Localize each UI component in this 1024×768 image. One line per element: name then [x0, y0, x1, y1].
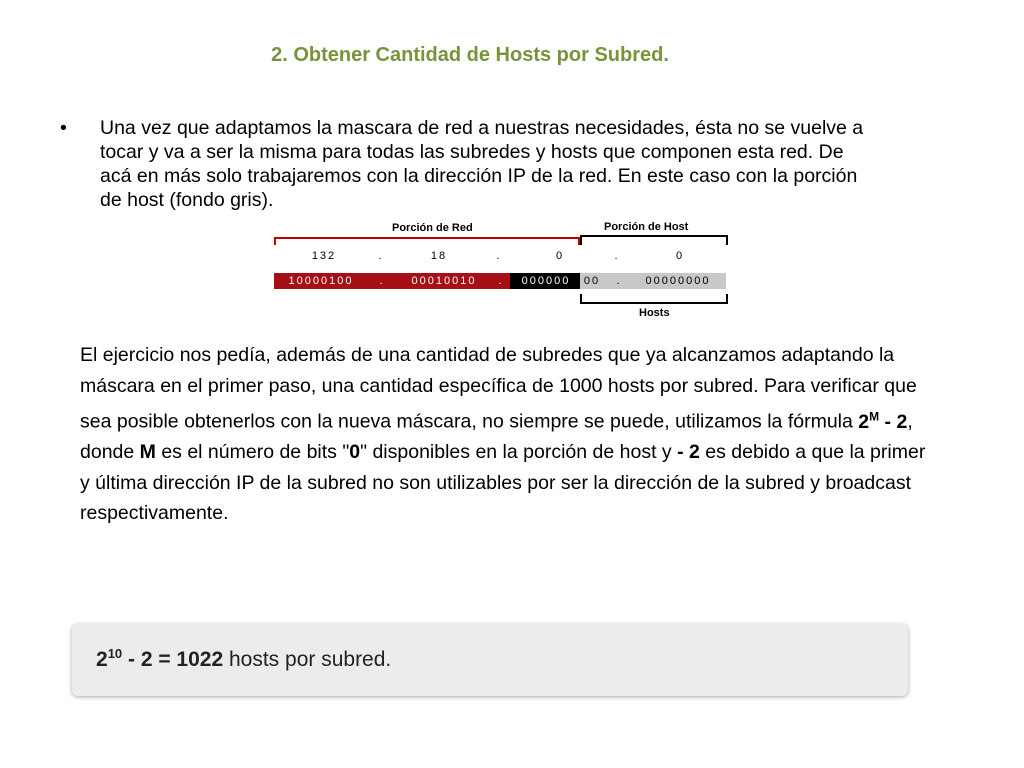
slide-title: 2. Obtener Cantidad de Hosts por Subred.: [271, 44, 669, 66]
net-portion-label: Porción de Red: [392, 222, 473, 234]
ip-diagram: [274, 220, 726, 324]
paragraph-text: es el número de bits ": [155, 441, 350, 463]
formula-exponent: M: [869, 409, 880, 423]
octet-1-dec: 132: [311, 250, 337, 262]
explanation-paragraph: [80, 340, 940, 529]
octet-2-bin: 00010010: [411, 275, 477, 287]
octet-4-dec: 0: [675, 250, 685, 262]
octet-2-dec: 18: [430, 250, 448, 262]
host-bracket-top: [580, 235, 728, 245]
result-exponent: 10: [107, 646, 123, 661]
hosts-label: Hosts: [639, 307, 670, 319]
octet-3-bin-subnet: 000000: [521, 275, 571, 287]
dot: .: [498, 275, 504, 287]
formula-box: [72, 624, 908, 696]
var-m: M: [139, 441, 156, 463]
zero-bit: 0: [349, 441, 361, 463]
paragraph-text: es debido a que la primer y última dirección IP de la subred no son utilizables por ser la dirección de la subred y broadcast respectivamente.: [80, 441, 926, 524]
dot: .: [378, 250, 384, 262]
hosts-bracket: [580, 294, 728, 304]
decimal-row: [274, 248, 726, 264]
result-formula: [96, 646, 391, 672]
paragraph-text: " disponibles en la porción de host y: [360, 441, 678, 463]
formula-base: 2: [858, 410, 870, 433]
minus-two: - 2: [677, 441, 700, 463]
octet-3-dec: 0: [555, 250, 565, 262]
result-value: - 2 = 1022: [122, 648, 224, 671]
dot: .: [614, 250, 620, 262]
paragraph-text: El ejercicio nos pedía, además de una cantidad de subredes que ya alcanzamos adaptando la máscara en el primer paso, una cantidad específica de 1000 hosts por subred. Para verificar que sea posible obtenerlos con la nueva máscara, no siempre se puede, utilizamos la fórmula: [80, 344, 917, 433]
net-bracket: [274, 237, 580, 245]
result-base: 2: [96, 648, 108, 671]
bullet-dot: •: [60, 117, 67, 139]
dot: .: [616, 275, 622, 287]
formula-minus: - 2: [879, 410, 908, 433]
host-portion-label: Porción de Host: [604, 221, 689, 233]
dot: .: [379, 275, 385, 287]
dot: .: [496, 250, 502, 262]
bullet-item: [60, 116, 880, 212]
paragraph-text: , donde: [80, 410, 913, 463]
octet-1-bin: 10000100: [288, 275, 354, 287]
octet-3-bin-host: 00: [583, 275, 601, 287]
binary-row: [274, 273, 726, 289]
result-text: hosts por subred.: [223, 648, 392, 671]
bullet-text: Una vez que adaptamos la mascara de red a nuestras necesidades, ésta no se vuelve a tocar y va a ser la misma para todas las subredes y hosts que componen esta red. De acá en más solo trabajaremos con la dirección IP de la red. En este caso con la porción de host (fondo gris).: [100, 117, 864, 211]
octet-4-bin: 00000000: [645, 275, 711, 287]
